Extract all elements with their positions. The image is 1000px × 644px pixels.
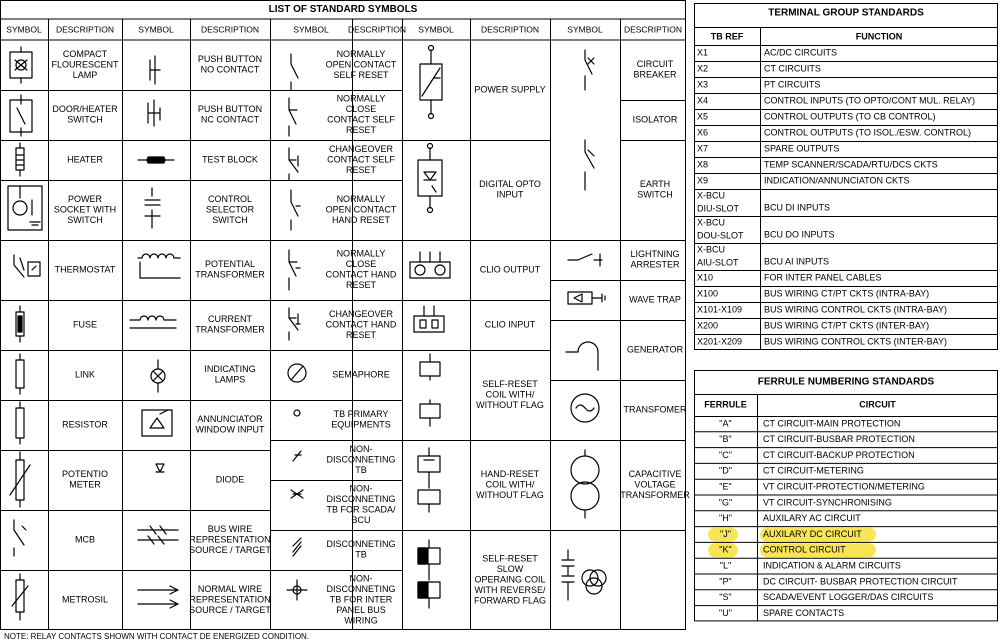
disconnecting-tb-icon [293,538,301,556]
symbol-description: NORMAL WIRE [197,583,263,594]
nc-contact-self-reset-icon [289,98,297,136]
column-header: DESCRIPTION [55,24,115,35]
power-socket-icon [20,186,40,225]
symbol-description: SELECTOR [205,204,255,215]
clio-output-icon [435,265,445,275]
symbol-description: POTENTIO [61,469,109,480]
page-title: LIST OF STANDARD SYMBOLS [268,4,418,16]
symbol-description: PANEL BUS [336,604,386,615]
opto-input-icon [418,160,442,196]
tb-ref: X201-X209 [697,336,743,347]
tb-function: CT CIRCUITS [764,63,821,74]
hand-reset-coil-icon [424,448,434,488]
symbol-description: POWER [67,193,103,204]
inter-panel-tb-icon [287,580,307,600]
tb-ref: X200 [697,320,719,331]
no-contact-self-reset-icon [291,54,298,90]
symbol-description: CLIO OUTPUT [479,264,541,275]
symbol-description: ARRESTER [630,259,680,270]
symbol-description: FUSE [72,319,98,330]
symbol-description: HAND-RESET [480,468,540,479]
tb-function: CONTROL OUTPUTS (TO CB CONTROL) [764,111,936,122]
self-reset-coil-icon [420,404,440,418]
symbol-description: FLOURESCENT [51,59,119,70]
symbol-description: WIRING [344,615,378,626]
symbol-description: COIL WITH/ [485,479,535,490]
symbol-description: SELF RESET [333,69,389,80]
diode-icon [156,464,164,472]
symbol-description: CONTACT SELF [327,154,395,165]
symbol-description: REPRESENTATION [189,534,271,545]
tb-function: BUS WIRING CONTROL CKTS (INTER-BAY) [764,336,948,347]
tb-ref: X6 [697,127,709,138]
symbol-description: NO CONTACT [200,64,260,75]
link-icon [16,360,24,388]
fuse-icon [18,316,22,332]
symbol-description: OPEN CONTACT [325,204,397,215]
ferrule-code: "G" [718,497,733,508]
transformer-icon [571,482,599,510]
column-header: FUNCTION [855,31,903,42]
symbol-description: FORWARD FLAG [473,595,547,606]
symbol-description: CONTACT HAND [325,319,397,330]
symbol-description: METROSIL [61,594,109,605]
metrosil-icon [12,574,28,620]
symbol-description: CONTROL [207,193,253,204]
symbol-description: RESISTOR [62,419,108,430]
ferrule-circuit: DC CIRCUIT- BUSBAR PROTECTION CIRCUIT [763,576,958,587]
nc-contact-hand-reset-icon [289,250,300,290]
symbol-description: TB [355,549,367,560]
ferrule-circuit: VT CIRCUIT-PROTECTION/METERING [763,481,925,492]
symbol-description: EARTH [639,179,671,190]
tb-function: INDICATION/ANNUNCIATON CKTS [764,175,910,186]
annunciator-icon [150,410,168,428]
clio-output-icon [410,262,450,278]
column-header: DESCRIPTION [347,24,407,35]
symbol-description: TB FOR SCADA/ [326,504,396,515]
symbol-description: WINDOW INPUT [195,424,265,435]
symbol-layer [8,46,606,621]
symbol-description: RESET [345,125,377,136]
ferrule-code: "H" [719,513,732,524]
symbol-description: TB FOR INTER [329,594,393,605]
symbol-description: HEATER [67,154,103,165]
symbol-description: HAND RESET [331,214,391,225]
tb-function: BUS WIRING CT/PT CKTS (INTRA-BAY) [764,288,930,299]
ferrule-circuit: VT CIRCUIT-SYNCHRONISING [763,497,892,508]
symbol-description: TRANSFORMER [195,269,265,280]
symbol-description: TRANSFOMER [623,404,687,415]
symbol-description: DIODE [215,474,245,485]
symbol-description: SWITCH [212,214,248,225]
symbol-description: TEST BLOCK [202,154,258,165]
symbol-description: THERMOSTAT [54,264,116,275]
tb-function: BUS WIRING CONTROL CKTS (INTRA-BAY) [764,304,948,315]
clio-input-icon [414,316,444,332]
symbol-description: SLOW [496,563,524,574]
clio-output-icon [415,265,425,275]
potentiometer-icon [10,452,30,507]
symbol-description: BCU [351,515,371,526]
tb-ref: X-BCU [697,217,726,228]
push-button-no-icon [150,56,160,84]
tb-ref: X7 [697,143,709,154]
symbol-description: SEMAPHORE [332,369,390,380]
no-contact-hand-reset-icon [291,190,300,230]
ferrule-code: "D" [719,465,732,476]
column-header: SYMBOL [293,24,329,35]
symbol-description: RESET [345,329,377,340]
column-header: DESCRIPTION [200,24,260,35]
semaphore-icon [291,366,303,380]
ferrule-code: "P" [719,576,732,587]
symbol-description: LAMPS [214,374,246,385]
symbol-description: CURRENT [208,314,252,325]
symbol-description: METER [69,479,101,490]
tb-primary-icon [294,410,300,416]
column-header: DESCRIPTION [623,24,683,35]
tb-function: AC/DC CIRCUITS [764,47,838,58]
tb-ref: DOU-SLOT [697,230,744,241]
bus-wire-icon [138,526,178,544]
column-header: DESCRIPTION [480,24,540,35]
ferrule-circuit: SPARE CONTACTS [763,607,845,618]
self-reset-coil-icon [420,362,440,376]
selector-switch-icon [145,188,160,228]
power-supply-icon [422,50,440,114]
column-header: SYMBOL [6,24,42,35]
symbol-description: INPUT [496,189,524,200]
symbol-description: NON- [349,483,373,494]
symbol-description: WITHOUT FLAG [476,489,544,500]
symbol-description: LIGHTNING [630,249,680,260]
ferrule-circuit: CT CIRCUIT-MAIN PROTECTION [763,418,901,429]
generator-icon [576,405,594,411]
symbol-description: CLOSE [345,104,377,115]
symbol-description: DISCONNETING [326,539,396,550]
symbol-description: CHANGEOVER [328,308,394,319]
symbol-description: CHANGEOVER [328,143,394,154]
symbol-description: POWER SUPPLY [474,84,546,95]
earth-switch-icon [568,254,602,266]
symbol-description: DISCONNETING [326,454,396,465]
ferrule-circuit: AUXILARY DC CIRCUIT [763,528,862,539]
symbol-description: NON- [349,573,373,584]
symbol-description: SOURCE / TARGET [189,604,271,615]
symbol-description: CIRCUIT [636,59,674,70]
tb-ref: AIU-SLOT [697,257,739,268]
tb-ref: X-BCU [697,244,726,255]
ferrule-table-title: FERRULE NUMBERING STANDARDS [757,376,935,388]
ferrule-circuit: CONTROL CIRCUIT [763,544,846,555]
symbol-description: WITH REVERSE/ [474,584,546,595]
normal-wire-icon [138,586,178,608]
clio-input-icon [424,306,434,316]
symbol-description: DOOR/HEATER [52,104,118,115]
tb-function: BCU DO INPUTS [764,229,835,240]
lightning-arrester-icon [574,294,605,302]
ferrule-code: "A" [719,418,732,429]
ferrule-code: "C" [719,449,732,460]
opto-input-icon [424,148,436,208]
symbol-description: SOCKET WITH [53,204,117,215]
symbol-description: WITHOUT FLAG [476,399,544,410]
clio-input-icon [420,320,426,328]
symbol-description: SWITCH [67,214,103,225]
symbol-description: REPRESENTATION [189,594,271,605]
symbol-description: VOLTAGE [634,479,676,490]
symbol-description: SWITCH [67,114,103,125]
symbol-description: BREAKER [633,69,677,80]
ferrule-code: "S" [719,592,732,603]
symbol-description: CLIO INPUT [484,319,536,330]
changeover-hand-reset-icon [289,308,300,340]
slow-coil-icon [418,582,428,598]
ferrule-code: "K" [719,544,732,555]
symbol-description: COMPACT [62,48,108,59]
symbol-description: WAVE TRAP [629,294,681,305]
column-header: CIRCUIT [859,399,896,410]
test-block-icon [148,157,164,163]
ferrule-code: "B" [719,434,732,445]
thermostat-icon [14,255,40,277]
changeover-self-reset-icon [289,148,298,180]
column-header: TB REF [710,31,744,42]
ferrule-circuit: AUXILARY AC CIRCUIT [763,513,861,524]
column-header: FERRULE [704,399,747,410]
symbol-description: NC CONTACT [200,114,260,125]
ferrule-circuit: CT CIRCUIT-BACKUP PROTECTION [763,449,915,460]
hand-reset-coil-icon [418,456,440,472]
symbol-description: EQUIPMENTS [331,419,391,430]
ferrule-code: "J" [720,528,731,539]
text-layer [4,4,975,641]
tb-function: BCU DI INPUTS [764,202,831,213]
ferrule-code: "U" [719,607,732,618]
tb-function: BUS WIRING CT/PT CKTS (INTER-BAY) [764,320,930,331]
current-transformer-icon [130,316,176,328]
symbol-description: NORMALLY [336,93,386,104]
tb-ref: X2 [697,63,709,74]
indicating-lamp-icon [153,360,163,392]
ferrule-code: "E" [719,481,732,492]
tb-ref: X100 [697,288,719,299]
symbol-description: SOURCE / TARGET [189,544,271,555]
symbol-description: OPEN CONTACT [325,59,397,70]
symbol-description: PUSH BUTTON [197,54,263,65]
column-header: SYMBOL [418,24,454,35]
tb-function: CONTROL INPUTS (TO OPTO/CONT MUL. RELAY) [764,95,976,106]
cvt-icon [562,550,574,600]
symbol-description: TRANSFORMER [620,489,690,500]
tb-function: SPARE OUTPUTS [764,143,840,154]
symbol-description: CONTACT SELF [327,114,395,125]
power-socket-icon [13,201,27,215]
symbol-description: ISOLATOR [632,114,678,125]
symbol-description: LINK [74,369,96,380]
tb-function: TEMP SCANNER/SCADA/RTU/DCS CKTS [764,159,938,170]
symbol-description: DISCONNETING [326,583,396,594]
non-disconnecting-tb-icon [293,451,301,461]
symbol-description: GENERATOR [626,344,684,355]
column-header: SYMBOL [138,24,174,35]
symbol-description: CONTACT HAND [325,269,397,280]
symbol-description: TB [355,464,367,475]
symbol-description: OPERAING COIL [474,574,546,585]
tb-ref: X9 [697,175,709,186]
symbol-description: DISCONNETING [326,494,396,505]
tb-ref: X8 [697,159,709,170]
symbol-description: NON- [349,443,373,454]
tb-function: PT CIRCUITS [764,79,821,90]
wave-trap-icon [566,342,598,370]
symbol-description: TRANSFORMER [195,324,265,335]
isolator-icon [585,140,594,190]
symbol-description: RESET [345,280,377,291]
ferrule-circuit: CT CIRCUIT-METERING [763,465,864,476]
symbol-description: INDICATING [204,364,256,375]
tb-function: FOR INTER PANEL CABLES [764,272,882,283]
symbol-description: POTENTIAL [204,259,256,270]
ferrule-circuit: SCADA/EVENT LOGGER/DAS CIRCUITS [763,592,934,603]
symbol-description: SWITCH [637,189,673,200]
resistor-icon [16,408,24,438]
tb-ref: X4 [697,95,709,106]
tb-ref: X-BCU [697,190,726,201]
symbol-description: CLOSE [345,259,377,270]
non-disconnecting-scada-icon [291,490,303,498]
tb-function: BCU AI INPUTS [764,256,830,267]
terminal-table-title: TERMINAL GROUP STANDARDS [768,7,924,19]
symbol-description: BUS WIRE [207,523,253,534]
hand-reset-coil-icon [418,490,440,504]
symbol-description: COIL WITH/ [485,389,535,400]
door-switch-icon [17,95,25,136]
clio-input-icon [432,320,438,328]
column-header: SYMBOL [567,24,603,35]
symbol-description: MCB [75,534,95,545]
symbol-description: NORMALLY [336,248,386,259]
mcb-icon [14,520,26,556]
transformer-icon [571,456,599,484]
symbol-description: CAPACITIVE [628,468,682,479]
symbol-description: TB PRIMARY [333,409,389,420]
clio-output-icon [420,252,440,262]
ferrule-code: "L" [719,560,732,571]
annunciator-icon [142,410,172,436]
symbol-description: ANNUNCIATOR [197,414,263,425]
symbol-description: RESET [345,164,377,175]
potential-transformer-icon [138,254,180,278]
symbol-description: DIGITAL OPTO [479,179,541,190]
ferrule-circuit: INDICATION & ALARM CIRCUITS [763,560,901,571]
footnote: NOTE: RELAY CONTACTS SHOWN WITH CONTACT DE ENERGIZED CONDITION. [4,632,310,642]
tb-ref: X10 [697,272,714,283]
circuit-breaker-icon [585,50,594,90]
symbol-description: SELF-RESET [482,378,538,389]
tb-ref: X101-X109 [697,304,743,315]
ferrule-circuit: CT CIRCUIT-BUSBAR PROTECTION [763,434,915,445]
lightning-arrester-icon [568,292,592,304]
symbol-description: PUSH BUTTON [197,104,263,115]
slow-coil-icon [418,548,428,564]
tb-ref: X1 [697,47,709,58]
tb-function: CONTROL OUTPUTS (TO ISOL./ESW. CONTROL) [764,127,972,138]
symbol-description: NORMALLY [336,193,386,204]
tb-ref: X5 [697,111,709,122]
push-button-nc-icon [148,100,160,126]
tb-ref: X3 [697,79,709,90]
heater-icon [16,148,24,170]
tb-ref: DIU-SLOT [697,203,740,214]
symbol-description: NORMALLY [336,48,386,59]
symbol-description: SELF-RESET [482,553,538,564]
symbol-description: LAMP [72,69,98,80]
